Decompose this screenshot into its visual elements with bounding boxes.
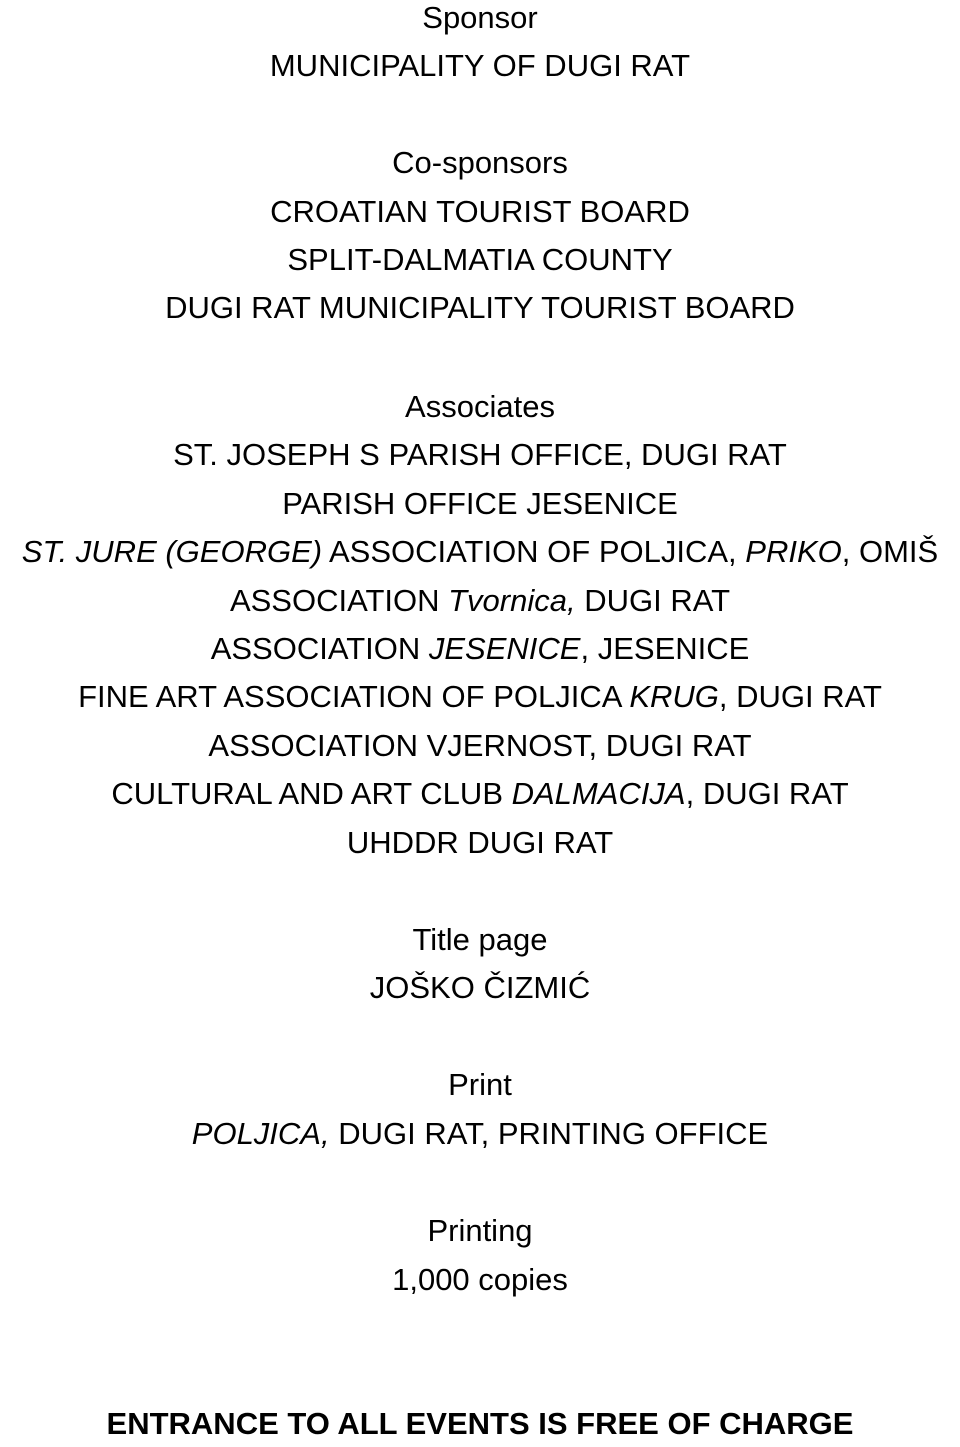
associate-item: UHDDR DUGI RAT	[346, 825, 614, 860]
cosponsor-item: DUGI RAT MUNICIPALITY TOURIST BOARD	[165, 290, 795, 325]
associate-item: ASSOCIATION VJERNOST, DUGI RAT	[208, 728, 752, 763]
associate-text: CULTURAL AND ART CLUB	[111, 776, 512, 811]
associate-italic-text: KRUG	[629, 679, 719, 714]
associate-italic-text: PRIKO	[745, 534, 842, 569]
associate-text: ASSOCIATION	[229, 583, 449, 618]
associate-item: ST. JOSEPH S PARISH OFFICE, DUGI RAT	[173, 437, 787, 472]
associate-italic-text: DALMACIJA	[511, 776, 686, 811]
associate-item	[0, 631, 960, 667]
print-italic-text: POLJICA,	[191, 1116, 330, 1151]
cosponsor-item: SPLIT-DALMATIA COUNTY	[287, 242, 673, 277]
sponsor-heading: Sponsor	[422, 0, 538, 35]
associate-text: FINE ART ASSOCIATION OF POLJICA	[78, 679, 630, 714]
free-entrance-notice: ENTRANCE TO ALL EVENTS IS FREE OF CHARGE	[106, 1406, 854, 1441]
title-page-author: JOŠKO ČIZMIĆ	[369, 970, 591, 1005]
associate-text: ASSOCIATION	[210, 631, 429, 666]
cosponsor-item: CROATIAN TOURIST BOARD	[270, 194, 690, 229]
associates-heading: Associates	[405, 389, 555, 424]
sponsor-name: MUNICIPALITY OF DUGI RAT	[269, 48, 691, 83]
associate-text: , OMIŠ	[841, 534, 939, 569]
print-text: DUGI RAT, PRINTING OFFICE	[329, 1116, 769, 1151]
associate-text: ASSOCIATION OF POLJICA,	[322, 534, 746, 569]
title-page-heading: Title page	[412, 922, 548, 957]
associate-item: PARISH OFFICE JESENICE	[282, 486, 678, 521]
associate-italic-text: Tvornica,	[448, 583, 576, 618]
associate-item	[0, 679, 960, 715]
associate-text: DUGI RAT	[575, 583, 731, 618]
printing-copies: 1,000 copies	[392, 1262, 568, 1297]
associate-item	[0, 534, 960, 570]
associate-text: , JESENICE	[580, 631, 750, 666]
associate-text: , DUGI RAT	[718, 679, 882, 714]
associate-italic-text: JESENICE	[428, 631, 581, 666]
cosponsors-heading: Co-sponsors	[392, 145, 568, 180]
associate-text: , DUGI RAT	[685, 776, 849, 811]
associate-italic-text: ST. JURE (GEORGE)	[21, 534, 323, 569]
associate-item	[0, 776, 960, 812]
print-heading: Print	[448, 1067, 512, 1102]
printing-heading: Printing	[427, 1213, 533, 1248]
print-office	[0, 1116, 960, 1152]
associate-item	[0, 583, 960, 619]
